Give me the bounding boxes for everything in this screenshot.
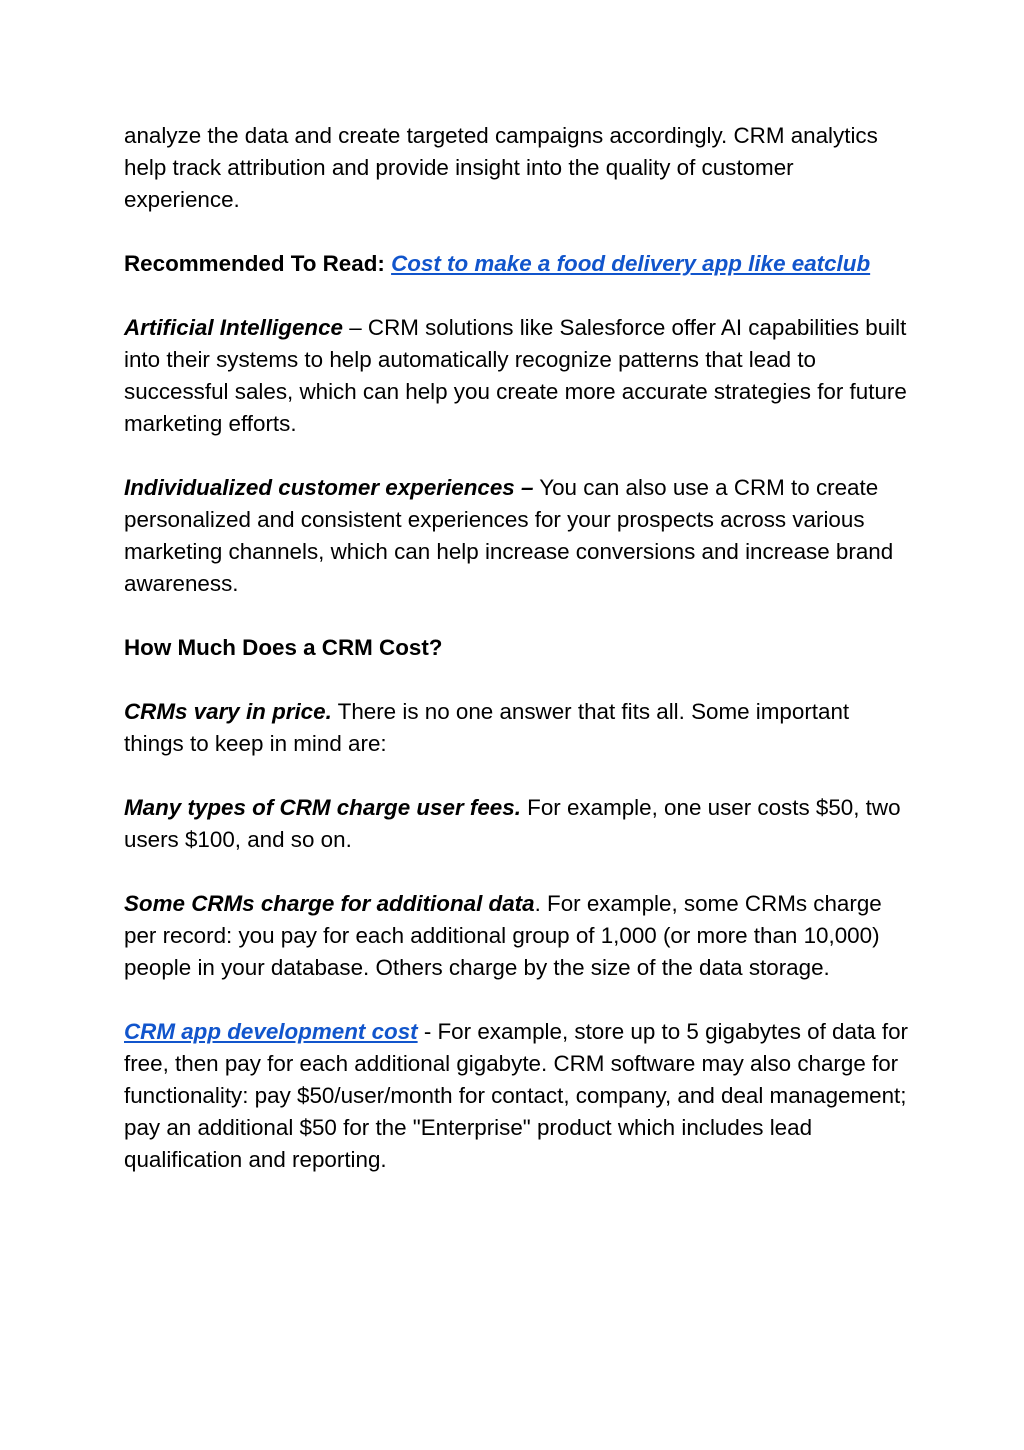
user-fees-text: For example, one user costs $50, two users $100, and so on.: [124, 795, 901, 852]
ai-paragraph: [124, 312, 914, 440]
individualized-paragraph: [124, 472, 914, 600]
additional-data-paragraph: [124, 888, 914, 984]
dev-cost-text: - For example, store up to 5 gigabytes of data for free, then pay for each additional gigabyte. CRM software may also charge for functionality: pay $50/user/month for contact, company, and deal management; pay an additional $50 for the "Enterprise" product which includes lead qualification and reporting.: [124, 1019, 908, 1172]
vary-text: There is no one answer that fits all. Some important things to keep in mind are:: [124, 699, 850, 756]
intro-paragraph: [124, 120, 914, 216]
vary-paragraph: [124, 696, 914, 760]
vary-term: CRMs vary in price.: [124, 699, 332, 724]
intro-text: analyze the data and create targeted campaigns accordingly. CRM analytics help track attribution and provide insight into the quality of customer experience.: [124, 123, 878, 212]
user-fees-paragraph: [124, 792, 914, 856]
ai-text: – CRM solutions like Salesforce offer AI capabilities built into their systems to help automatically recognize patterns that lead to successful sales, which can help you create more accurate strategies for future marketing efforts.: [124, 315, 907, 436]
additional-data-text: . For example, some CRMs charge per record: you pay for each additional group of 1,000 (or more than 10,000) people in your database. Others charge by the size of the data storage.: [124, 891, 882, 980]
cost-heading: How Much Does a CRM Cost?: [124, 635, 443, 660]
recommended-label: Recommended To Read:: [124, 251, 392, 276]
document-page: [124, 120, 914, 1208]
individualized-term: Individualized customer experiences –: [124, 475, 534, 500]
user-fees-term: Many types of CRM charge user fees.: [124, 795, 521, 820]
recommended-paragraph: [124, 248, 914, 280]
ai-term: Artificial Intelligence: [124, 315, 343, 340]
individualized-text: You can also use a CRM to create personalized and consistent experiences for your prospects across various marketing channels, which can help increase conversions and increase brand awareness.: [124, 475, 894, 596]
crm-app-development-cost-link[interactable]: CRM app development cost: [124, 1019, 418, 1044]
additional-data-term: Some CRMs charge for additional data: [124, 891, 535, 916]
food-delivery-app-link[interactable]: Cost to make a food delivery app like eatclub: [391, 251, 871, 276]
dev-cost-paragraph: [124, 1016, 914, 1176]
